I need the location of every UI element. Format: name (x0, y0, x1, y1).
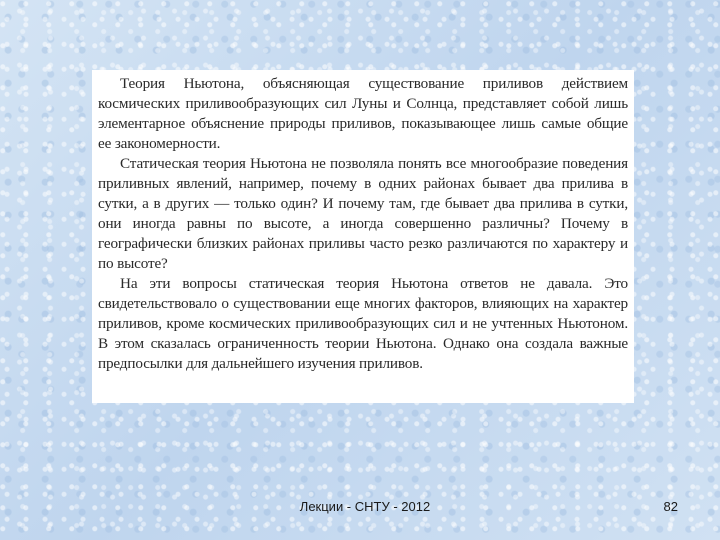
paragraph: Теория Ньютона, объясняющая существование приливов действием космических приливообразующих сил Луны и Солнца, представляет собой лишь элементарное объяснение природы приливов, показывающее лишь самые общие ее закономерности. (98, 75, 628, 152)
scanned-text-image (92, 70, 634, 403)
paragraph: На эти вопросы статическая теория Ньютона ответов не давала. Это свидетельствовало о существовании еще многих факторов, влияющих на характер приливов, кроме космических приливообразующих сил и не учтенных Ньютоном. В этом сказалась ограниченность теории Ньютона. Однако она создала важные предпосылки для дальнейшего изучения приливов. (98, 275, 628, 372)
footer-text: Лекции - СНТУ - 2012 (299, 499, 431, 514)
page-number: 82 (663, 499, 678, 514)
paragraph: Статическая теория Ньютона не позволяла понять все многообразие поведения приливных явлений, например, почему в одних районах бывает два прилива в сутки, а в других — только один? И почему там, где бывает два прилива в сутки, они иногда равны по высоте, а иногда совершенно различны? Почему в географически близких районах приливы часто резко различаются по характеру и по высоте? (98, 155, 628, 272)
